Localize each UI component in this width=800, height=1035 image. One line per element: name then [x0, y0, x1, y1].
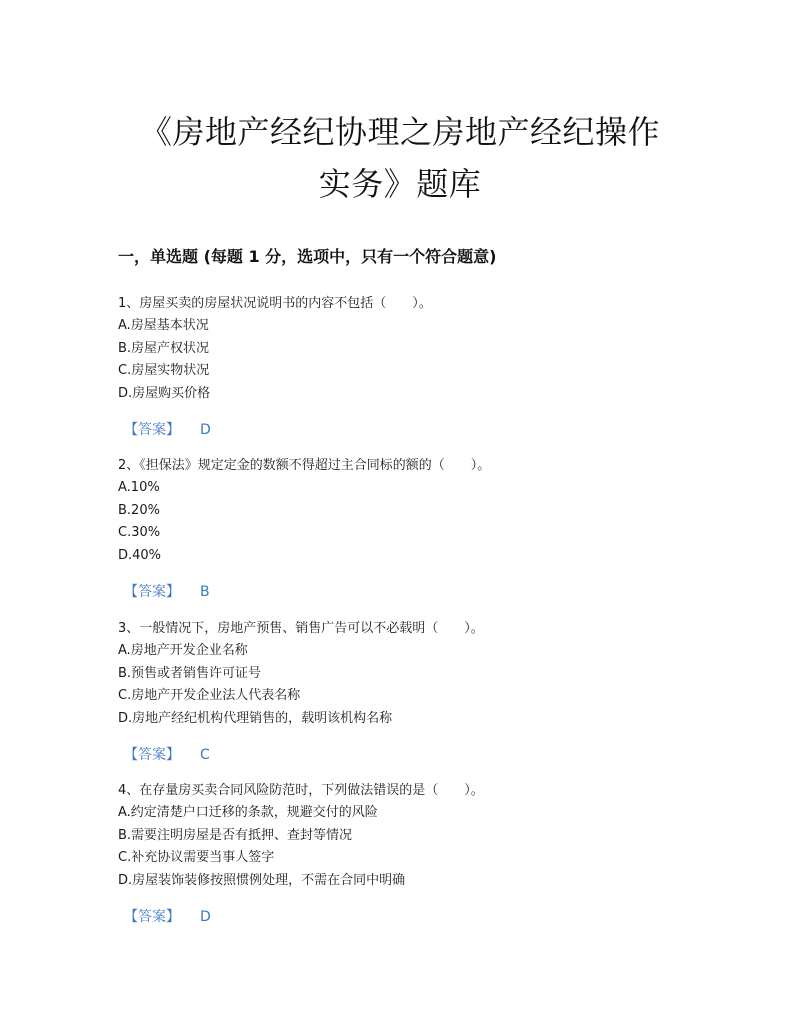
answer-value: B [200, 584, 210, 600]
option-a: A.约定清楚户口迁移的条款，规避交付的风险 [118, 805, 378, 820]
option-b: B.预售或者销售许可证号 [118, 665, 262, 681]
option-b: B.房屋产权状况 [118, 340, 210, 356]
question-3 [118, 618, 718, 766]
answer-label: 【答案】 [124, 584, 180, 600]
option-b: B.20% [118, 502, 160, 518]
answer-label: 【答案】 [124, 422, 180, 438]
option-c: C.30% [118, 525, 161, 540]
answer-row [118, 906, 718, 928]
option-a: A.房地产开发企业名称 [118, 643, 248, 658]
question-stem: 1、房屋买卖的房屋状况说明书的内容不包括（ ）。 [118, 296, 432, 311]
question-stem: 4、在存量房买卖合同风险防范时，下列做法错误的是（ ）。 [118, 783, 484, 798]
option-d: D.房屋装饰装修按照惯例处理，不需在合同中明确 [118, 872, 406, 888]
option-c: C.房屋实物状况 [118, 363, 210, 378]
option-d: D.房屋购买价格 [118, 385, 211, 401]
question-4 [118, 780, 718, 928]
answer-label: 【答案】 [124, 747, 180, 763]
document-title [0, 106, 800, 210]
option-b: B.需要注明房屋是否有抵押、查封等情况 [118, 827, 353, 843]
option-a: A.房屋基本状况 [118, 318, 209, 333]
question-stem: 3、一般情况下，房地产预售、销售广告可以不必载明（ ）。 [118, 621, 484, 636]
answer-row [118, 581, 718, 603]
option-a: A.10% [118, 480, 160, 495]
answer-value: D [200, 909, 211, 925]
option-d: D.40% [118, 547, 162, 563]
option-c: C.房地产开发企业法人代表名称 [118, 688, 301, 703]
section-heading: 一，单选题 (每题 1 分，选项中，只有一个符合题意) [118, 247, 497, 266]
option-c: C.补充协议需要当事人签字 [118, 850, 275, 865]
question-stem: 2、《担保法》规定定金的数额不得超过主合同标的额的（ ）。 [118, 458, 491, 473]
answer-row [118, 419, 718, 441]
question-2 [118, 455, 718, 603]
question-1 [118, 293, 718, 441]
answer-value: C [200, 747, 210, 763]
title-line-1: 《房地产经纪协理之房地产经纪操作 [139, 113, 660, 151]
answer-row [118, 744, 718, 766]
option-d: D.房地产经纪机构代理销售的，载明该机构名称 [118, 710, 393, 726]
answer-label: 【答案】 [124, 909, 180, 925]
answer-value: D [200, 422, 211, 438]
title-line-2: 实务》题库 [318, 165, 482, 203]
